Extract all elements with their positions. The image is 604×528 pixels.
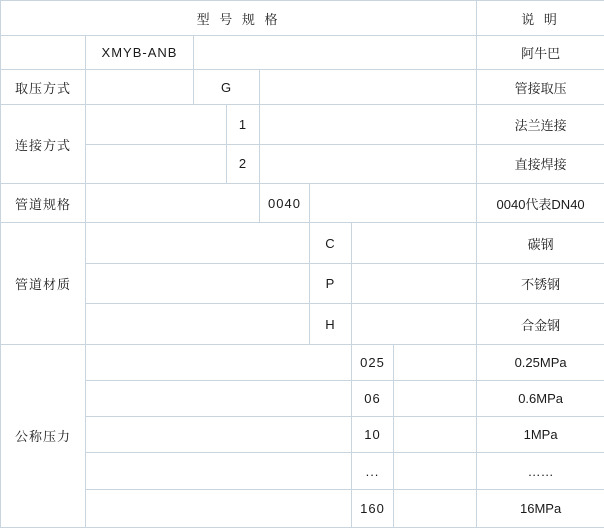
code-cell: ... [352, 453, 394, 489]
description-cell: 管接取压 [477, 70, 604, 105]
blank-cell [394, 381, 477, 417]
blank-cell [194, 36, 477, 70]
row-label-pipe-spec: 管道规格 [1, 184, 86, 223]
table-row [1, 263, 604, 303]
blank-cell [86, 70, 194, 105]
code-cell: C [310, 223, 352, 263]
code-cell: 025 [352, 344, 394, 380]
blank-cell [86, 105, 227, 144]
row-label-pressure-tap: 取压方式 [1, 70, 86, 105]
table-row [1, 36, 604, 70]
blank-cell [86, 489, 352, 527]
code-cell: 10 [352, 417, 394, 453]
blank-cell [86, 263, 310, 303]
code-cell: P [310, 263, 352, 303]
table-row [1, 144, 604, 183]
table-row [1, 453, 604, 489]
description-cell: 0040代表DN40 [477, 184, 604, 223]
blank-cell [86, 381, 352, 417]
code-cell: 06 [352, 381, 394, 417]
code-cell: H [310, 304, 352, 344]
blank-cell [86, 453, 352, 489]
description-cell: 0.6MPa [477, 381, 604, 417]
description-cell: …… [477, 453, 604, 489]
description-cell: 阿牛巴 [477, 36, 604, 70]
code-cell: 2 [227, 144, 260, 183]
header-description: 说 明 [477, 1, 604, 36]
description-cell: 不锈钢 [477, 263, 604, 303]
table-row [1, 184, 604, 223]
description-cell: 0.25MPa [477, 344, 604, 380]
blank-cell [394, 453, 477, 489]
blank-cell [260, 144, 477, 183]
blank-cell [86, 144, 227, 183]
blank-cell [260, 105, 477, 144]
row-label-nominal-pressure: 公称压力 [1, 344, 86, 527]
table-row [1, 70, 604, 105]
description-cell: 16MPa [477, 489, 604, 527]
table-row [1, 489, 604, 527]
row-label-cell [1, 36, 86, 70]
blank-cell [86, 344, 352, 380]
code-cell: 0040 [260, 184, 310, 223]
row-label-pipe-material: 管道材质 [1, 223, 86, 344]
code-cell: 160 [352, 489, 394, 527]
code-cell: G [194, 70, 260, 105]
blank-cell [310, 184, 477, 223]
blank-cell [394, 417, 477, 453]
table-row [1, 417, 604, 453]
table-row [1, 304, 604, 344]
description-cell: 碳钢 [477, 223, 604, 263]
blank-cell [86, 184, 260, 223]
code-cell: 1 [227, 105, 260, 144]
blank-cell [260, 70, 477, 105]
blank-cell [86, 417, 352, 453]
blank-cell [86, 223, 310, 263]
blank-cell [352, 263, 477, 303]
description-cell: 直接焊接 [477, 144, 604, 183]
blank-cell [394, 344, 477, 380]
table-row [1, 381, 604, 417]
blank-cell [352, 304, 477, 344]
table-row [1, 223, 604, 263]
row-label-connection: 连接方式 [1, 105, 86, 184]
description-cell: 1MPa [477, 417, 604, 453]
table-header-row [1, 1, 604, 36]
table-row [1, 344, 604, 380]
blank-cell [394, 489, 477, 527]
description-cell: 法兰连接 [477, 105, 604, 144]
blank-cell [352, 223, 477, 263]
header-model-spec: 型 号 规 格 [1, 1, 477, 36]
blank-cell [86, 304, 310, 344]
table-row [1, 105, 604, 144]
code-cell: XMYB-ANB [86, 36, 194, 70]
description-cell: 合金钢 [477, 304, 604, 344]
